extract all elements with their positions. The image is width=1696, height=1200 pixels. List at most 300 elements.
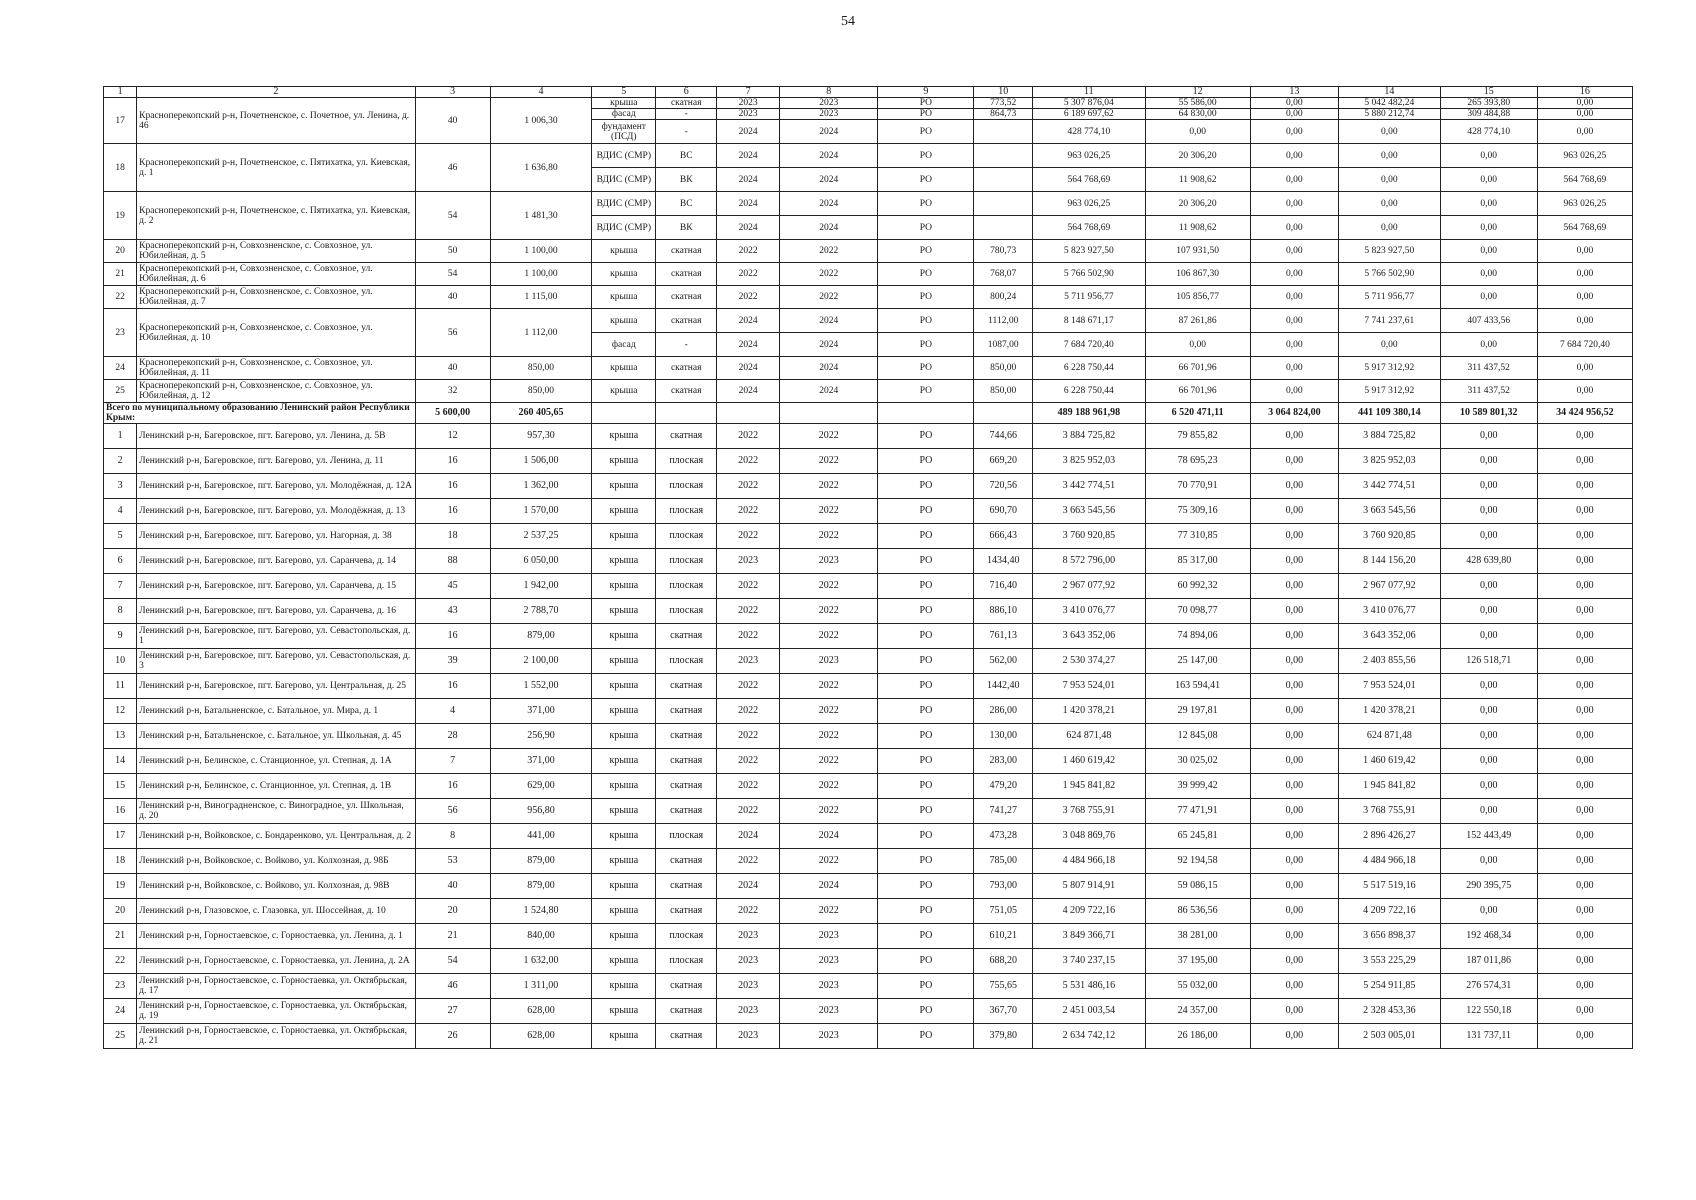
table-cell: 428 774,10 bbox=[1033, 120, 1146, 144]
table-cell: 0,00 bbox=[1537, 949, 1632, 974]
table-cell: 152 443,49 bbox=[1440, 824, 1537, 849]
table-cell: 39 999,42 bbox=[1145, 774, 1250, 799]
table-cell: 0,00 bbox=[1250, 263, 1338, 286]
table-cell: 26 bbox=[415, 1024, 490, 1049]
table-cell: 30 025,02 bbox=[1145, 749, 1250, 774]
table-cell: 0,00 bbox=[1440, 263, 1537, 286]
table-cell: 0,00 bbox=[1537, 240, 1632, 263]
address-cell: Ленинский р-н, Багеровское, пгт. Багерово, ул. Ленина, д. 5В bbox=[137, 424, 415, 449]
table-cell: 2022 bbox=[717, 240, 780, 263]
table-cell: РО bbox=[878, 849, 974, 874]
table-cell: РО bbox=[878, 649, 974, 674]
table-cell: плоская bbox=[656, 949, 717, 974]
table-cell: 0,00 bbox=[1440, 724, 1537, 749]
table-cell: 0,00 bbox=[1440, 192, 1537, 216]
table-cell: 0,00 bbox=[1440, 286, 1537, 309]
table-cell: 16 bbox=[415, 474, 490, 499]
table-cell: 0,00 bbox=[1440, 749, 1537, 774]
table-cell: РО bbox=[878, 574, 974, 599]
table-cell: 5 766 502,90 bbox=[1339, 263, 1441, 286]
table-cell: 1 524,80 bbox=[490, 899, 592, 924]
table-cell: 0,00 bbox=[1537, 549, 1632, 574]
table-cell: 187 011,86 bbox=[1440, 949, 1537, 974]
table-cell: 716,40 bbox=[974, 574, 1033, 599]
address-cell: Ленинский р-н, Глазовское, с. Глазовка, ул. Шоссейная, д. 10 bbox=[137, 899, 415, 924]
table-cell: 163 594,41 bbox=[1145, 674, 1250, 699]
table-cell: 2024 bbox=[717, 168, 780, 192]
table-cell bbox=[974, 192, 1033, 216]
table-cell: крыша bbox=[592, 380, 656, 403]
table-cell: 2 537,25 bbox=[490, 524, 592, 549]
address-cell: Ленинский р-н, Багеровское, пгт. Багерово, ул. Центральная, д. 25 bbox=[137, 674, 415, 699]
address-cell: Красноперекопский р-н, Совхозненское, с. Совхозное, ул. Юбилейная, д. 7 bbox=[137, 286, 415, 309]
table-cell: 56 bbox=[415, 309, 490, 357]
table-cell: 0,00 bbox=[1339, 120, 1441, 144]
table-cell: 2022 bbox=[717, 574, 780, 599]
table-cell: 0,00 bbox=[1250, 874, 1338, 899]
table-cell: 92 194,58 bbox=[1145, 849, 1250, 874]
table-cell: 106 867,30 bbox=[1145, 263, 1250, 286]
table-cell: ВДИС (СМР) bbox=[592, 168, 656, 192]
table-cell: 0,00 bbox=[1250, 674, 1338, 699]
table-cell: РО bbox=[878, 824, 974, 849]
table-cell: крыша bbox=[592, 649, 656, 674]
table-cell: крыша bbox=[592, 474, 656, 499]
table-cell: 107 931,50 bbox=[1145, 240, 1250, 263]
table-cell: 21 bbox=[415, 924, 490, 949]
table-row bbox=[104, 449, 1633, 474]
table-cell: 0,00 bbox=[1250, 899, 1338, 924]
table-cell: РО bbox=[878, 449, 974, 474]
column-number: 13 bbox=[1250, 87, 1338, 98]
table-cell: ВДИС (СМР) bbox=[592, 144, 656, 168]
table-cell: 2023 bbox=[717, 999, 780, 1024]
table-cell: 0,00 bbox=[1537, 974, 1632, 999]
table-cell: крыша bbox=[592, 524, 656, 549]
row-number: 16 bbox=[104, 799, 137, 824]
table-cell: 2022 bbox=[780, 849, 878, 874]
table-cell: 0,00 bbox=[1537, 849, 1632, 874]
table-cell: 65 245,81 bbox=[1145, 824, 1250, 849]
table-cell: 64 830,00 bbox=[1145, 109, 1250, 120]
table-cell: 0,00 bbox=[1440, 333, 1537, 357]
table-cell: 963 026,25 bbox=[1537, 144, 1632, 168]
table-cell: 407 433,56 bbox=[1440, 309, 1537, 333]
table-cell: РО bbox=[878, 424, 974, 449]
table-cell: 379,80 bbox=[974, 1024, 1033, 1049]
table-cell: 0,00 bbox=[1250, 849, 1338, 874]
table-cell: 0,00 bbox=[1250, 286, 1338, 309]
table-cell: 850,00 bbox=[974, 380, 1033, 403]
table-cell: 46 bbox=[415, 144, 490, 192]
row-number: 22 bbox=[104, 286, 137, 309]
table-cell: 0,00 bbox=[1537, 799, 1632, 824]
table-cell: 1 636,80 bbox=[490, 144, 592, 192]
table-cell: 1 460 619,42 bbox=[1339, 749, 1441, 774]
table-cell: 77 310,85 bbox=[1145, 524, 1250, 549]
row-number: 9 bbox=[104, 624, 137, 649]
table-cell: 11 908,62 bbox=[1145, 216, 1250, 240]
table-cell: 46 bbox=[415, 974, 490, 999]
table-cell: 2023 bbox=[780, 949, 878, 974]
table-cell: плоская bbox=[656, 449, 717, 474]
table-cell: 5 807 914,91 bbox=[1033, 874, 1146, 899]
table-cell: РО bbox=[878, 216, 974, 240]
table-cell: 0,00 bbox=[1440, 799, 1537, 824]
table-cell: 2023 bbox=[717, 1024, 780, 1049]
column-number: 14 bbox=[1339, 87, 1441, 98]
table-cell: РО bbox=[878, 599, 974, 624]
table-cell: 2022 bbox=[717, 263, 780, 286]
address-cell: Красноперекопский р-н, Почетненское, с. Почетное, ул. Ленина, д. 46 bbox=[137, 98, 415, 144]
table-row bbox=[104, 949, 1633, 974]
table-cell: 2023 bbox=[780, 974, 878, 999]
table-row bbox=[104, 999, 1633, 1024]
empty-cell bbox=[780, 403, 878, 424]
table-cell: 2023 bbox=[717, 924, 780, 949]
table-cell: 1442,40 bbox=[974, 674, 1033, 699]
table-cell: 3 825 952,03 bbox=[1033, 449, 1146, 474]
table-cell: крыша bbox=[592, 624, 656, 649]
table-cell: 2022 bbox=[717, 474, 780, 499]
table-cell: 5 917 312,92 bbox=[1339, 357, 1441, 380]
table-cell: 2024 bbox=[717, 309, 780, 333]
row-number: 19 bbox=[104, 874, 137, 899]
address-cell: Ленинский р-н, Войковское, с. Бондаренково, ул. Центральная, д. 2 bbox=[137, 824, 415, 849]
table-cell: 0,00 bbox=[1537, 724, 1632, 749]
table-cell: 2 503 005,01 bbox=[1339, 1024, 1441, 1049]
table-cell: РО bbox=[878, 549, 974, 574]
column-number: 5 bbox=[592, 87, 656, 98]
table-cell: 0,00 bbox=[1537, 699, 1632, 724]
row-number: 23 bbox=[104, 309, 137, 357]
table-cell: скатная bbox=[656, 674, 717, 699]
table-cell: 0,00 bbox=[1440, 699, 1537, 724]
table-row bbox=[104, 899, 1633, 924]
table-cell: РО bbox=[878, 144, 974, 168]
table-cell: 66 701,96 bbox=[1145, 380, 1250, 403]
table-cell: 12 845,08 bbox=[1145, 724, 1250, 749]
table-row bbox=[104, 524, 1633, 549]
table-cell: 3 643 352,06 bbox=[1339, 624, 1441, 649]
table-cell: 7 953 524,01 bbox=[1339, 674, 1441, 699]
table-cell: РО bbox=[878, 98, 974, 109]
table-cell: плоская bbox=[656, 924, 717, 949]
table-cell: 3 760 920,85 bbox=[1339, 524, 1441, 549]
table-cell: 0,00 bbox=[1250, 524, 1338, 549]
table-cell: 564 768,69 bbox=[1537, 216, 1632, 240]
address-cell: Ленинский р-н, Багеровское, пгт. Багерово, ул. Ленина, д. 11 bbox=[137, 449, 415, 474]
table-cell: 2024 bbox=[717, 333, 780, 357]
table-cell: 793,00 bbox=[974, 874, 1033, 899]
table-cell: 886,10 bbox=[974, 599, 1033, 624]
table-row bbox=[104, 144, 1633, 168]
table-cell: крыша bbox=[592, 974, 656, 999]
address-cell: Красноперекопский р-н, Совхозненское, с. Совхозное, ул. Юбилейная, д. 6 bbox=[137, 263, 415, 286]
table-cell: крыша bbox=[592, 824, 656, 849]
table-cell: 60 992,32 bbox=[1145, 574, 1250, 599]
table-cell: 5 823 927,50 bbox=[1033, 240, 1146, 263]
table-row bbox=[104, 424, 1633, 449]
table-row bbox=[104, 549, 1633, 574]
table-cell: 2022 bbox=[717, 449, 780, 474]
row-number: 10 bbox=[104, 649, 137, 674]
table-cell: 3 656 898,37 bbox=[1339, 924, 1441, 949]
table-cell: крыша bbox=[592, 357, 656, 380]
table-cell: 4 484 966,18 bbox=[1339, 849, 1441, 874]
table-cell: 0,00 bbox=[1250, 109, 1338, 120]
table-cell: 0,00 bbox=[1250, 549, 1338, 574]
table-cell: 4 209 722,16 bbox=[1339, 899, 1441, 924]
row-number: 18 bbox=[104, 144, 137, 192]
table-cell: 0,00 bbox=[1339, 333, 1441, 357]
table-cell: 7 684 720,40 bbox=[1033, 333, 1146, 357]
table-cell: 2022 bbox=[780, 449, 878, 474]
table-cell: 20 306,20 bbox=[1145, 144, 1250, 168]
table-row bbox=[104, 263, 1633, 286]
table-cell: скатная bbox=[656, 424, 717, 449]
table-cell: 2022 bbox=[780, 699, 878, 724]
table-cell: 2024 bbox=[717, 824, 780, 849]
table-cell: 5 766 502,90 bbox=[1033, 263, 1146, 286]
table-cell: 2023 bbox=[717, 649, 780, 674]
table-cell: скатная bbox=[656, 699, 717, 724]
table-cell: 690,70 bbox=[974, 499, 1033, 524]
address-cell: Ленинский р-н, Белинское, с. Станционное, ул. Степная, д. 1В bbox=[137, 774, 415, 799]
row-number: 14 bbox=[104, 749, 137, 774]
table-row bbox=[104, 499, 1633, 524]
table-cell: 0,00 bbox=[1440, 624, 1537, 649]
table-cell: 0,00 bbox=[1537, 357, 1632, 380]
table-cell bbox=[974, 144, 1033, 168]
table-cell: 562,00 bbox=[974, 649, 1033, 674]
table-cell: 1 420 378,21 bbox=[1033, 699, 1146, 724]
table-cell: скатная bbox=[656, 240, 717, 263]
table-cell: 66 701,96 bbox=[1145, 357, 1250, 380]
table-cell: 879,00 bbox=[490, 874, 592, 899]
table-cell: 1 311,00 bbox=[490, 974, 592, 999]
row-number: 24 bbox=[104, 357, 137, 380]
table-cell: 0,00 bbox=[1250, 449, 1338, 474]
table-cell: 2024 bbox=[780, 120, 878, 144]
table-cell: 2024 bbox=[717, 874, 780, 899]
table-cell: скатная bbox=[656, 999, 717, 1024]
table-cell: 5 254 911,85 bbox=[1339, 974, 1441, 999]
address-cell: Ленинский р-н, Багеровское, пгт. Багерово, ул. Саранчева, д. 16 bbox=[137, 599, 415, 624]
table-cell: 3 825 952,03 bbox=[1339, 449, 1441, 474]
table-cell: 6 228 750,44 bbox=[1033, 380, 1146, 403]
table-cell: 0,00 bbox=[1250, 699, 1338, 724]
table-cell: 85 317,00 bbox=[1145, 549, 1250, 574]
table-cell: 4 484 966,18 bbox=[1033, 849, 1146, 874]
table-cell: 16 bbox=[415, 499, 490, 524]
table-cell: 0,00 bbox=[1250, 799, 1338, 824]
table-cell: 0,00 bbox=[1537, 424, 1632, 449]
table-cell: 0,00 bbox=[1440, 449, 1537, 474]
empty-cell bbox=[656, 403, 717, 424]
table-cell: 963 026,25 bbox=[1033, 192, 1146, 216]
column-number: 4 bbox=[490, 87, 592, 98]
table-cell: 0,00 bbox=[1250, 949, 1338, 974]
table-cell: 2 100,00 bbox=[490, 649, 592, 674]
table-cell: 864,73 bbox=[974, 109, 1033, 120]
row-number: 21 bbox=[104, 263, 137, 286]
table-cell: 3 643 352,06 bbox=[1033, 624, 1146, 649]
table-cell: 131 737,11 bbox=[1440, 1024, 1537, 1049]
table-cell: 24 357,00 bbox=[1145, 999, 1250, 1024]
table-cell: 283,00 bbox=[974, 749, 1033, 774]
table-cell: 88 bbox=[415, 549, 490, 574]
table-cell: крыша bbox=[592, 499, 656, 524]
table-cell: крыша bbox=[592, 774, 656, 799]
row-number: 7 bbox=[104, 574, 137, 599]
table-cell: 7 bbox=[415, 749, 490, 774]
table-cell: 3 048 869,76 bbox=[1033, 824, 1146, 849]
empty-cell bbox=[717, 403, 780, 424]
table-cell: 0,00 bbox=[1250, 774, 1338, 799]
table-row bbox=[104, 380, 1633, 403]
table-cell: РО bbox=[878, 699, 974, 724]
table-cell: 28 bbox=[415, 724, 490, 749]
table-cell: 629,00 bbox=[490, 774, 592, 799]
table-cell: 0,00 bbox=[1250, 98, 1338, 109]
table-cell: 86 536,56 bbox=[1145, 899, 1250, 924]
table-cell: РО bbox=[878, 899, 974, 924]
table-cell: крыша bbox=[592, 286, 656, 309]
table-cell: 0,00 bbox=[1250, 1024, 1338, 1049]
table-cell: скатная bbox=[656, 309, 717, 333]
table-cell: РО bbox=[878, 192, 974, 216]
table-cell: 256,90 bbox=[490, 724, 592, 749]
table-cell: скатная bbox=[656, 974, 717, 999]
table-cell: 53 bbox=[415, 849, 490, 874]
table-cell: 2024 bbox=[780, 144, 878, 168]
table-cell: 0,00 bbox=[1145, 333, 1250, 357]
table-cell: 1 100,00 bbox=[490, 263, 592, 286]
table-cell: 2023 bbox=[717, 109, 780, 120]
table-cell: 371,00 bbox=[490, 699, 592, 724]
table-cell: 43 bbox=[415, 599, 490, 624]
table-cell: 311 437,52 bbox=[1440, 380, 1537, 403]
table-cell: 3 768 755,91 bbox=[1339, 799, 1441, 824]
empty-cell bbox=[592, 403, 656, 424]
table-cell: 2023 bbox=[780, 649, 878, 674]
table-cell: 2022 bbox=[780, 286, 878, 309]
table-cell: крыша bbox=[592, 949, 656, 974]
table-cell: плоская bbox=[656, 474, 717, 499]
table-cell: 1 570,00 bbox=[490, 499, 592, 524]
address-cell: Ленинский р-н, Багеровское, пгт. Багерово, ул. Севастопольская, д. 1 bbox=[137, 624, 415, 649]
table-cell: 2022 bbox=[717, 749, 780, 774]
table-cell: 1087,00 bbox=[974, 333, 1033, 357]
table-cell: 3 768 755,91 bbox=[1033, 799, 1146, 824]
table-cell: 78 695,23 bbox=[1145, 449, 1250, 474]
table-cell: 2022 bbox=[717, 699, 780, 724]
empty-cell bbox=[974, 403, 1033, 424]
table-cell: 2022 bbox=[780, 799, 878, 824]
table-cell: 126 518,71 bbox=[1440, 649, 1537, 674]
table-cell: скатная bbox=[656, 380, 717, 403]
table-cell: 290 395,75 bbox=[1440, 874, 1537, 899]
table-cell: 2022 bbox=[717, 674, 780, 699]
table-cell: плоская bbox=[656, 499, 717, 524]
table-cell: 0,00 bbox=[1537, 749, 1632, 774]
table-cell: 29 197,81 bbox=[1145, 699, 1250, 724]
row-number: 3 bbox=[104, 474, 137, 499]
address-cell: Ленинский р-н, Белинское, с. Станционное, ул. Степная, д. 1А bbox=[137, 749, 415, 774]
table-cell: 0,00 bbox=[1250, 333, 1338, 357]
address-cell: Ленинский р-н, Батальненское, с. Батальное, ул. Школьная, д. 45 bbox=[137, 724, 415, 749]
table-cell: 489 188 961,98 bbox=[1033, 403, 1146, 424]
table-cell: 2 896 426,27 bbox=[1339, 824, 1441, 849]
table-cell: 6 050,00 bbox=[490, 549, 592, 574]
table-cell: 25 147,00 bbox=[1145, 649, 1250, 674]
table-cell: 3 849 366,71 bbox=[1033, 924, 1146, 949]
table-cell: плоская bbox=[656, 599, 717, 624]
table-cell: 3 442 774,51 bbox=[1033, 474, 1146, 499]
table-row bbox=[104, 1024, 1633, 1049]
table-cell: 18 bbox=[415, 524, 490, 549]
table-cell: 1 632,00 bbox=[490, 949, 592, 974]
table-cell: 473,28 bbox=[974, 824, 1033, 849]
table-cell: 8 144 156,20 bbox=[1339, 549, 1441, 574]
table-cell: 0,00 bbox=[1440, 216, 1537, 240]
table-cell: 2022 bbox=[780, 263, 878, 286]
row-number: 6 bbox=[104, 549, 137, 574]
table-cell: РО bbox=[878, 168, 974, 192]
table-cell: 2022 bbox=[780, 624, 878, 649]
table-cell: ВС bbox=[656, 144, 717, 168]
table-cell: 2024 bbox=[780, 824, 878, 849]
table-cell: 0,00 bbox=[1537, 98, 1632, 109]
table-cell: 2022 bbox=[780, 499, 878, 524]
table-cell: 192 468,34 bbox=[1440, 924, 1537, 949]
table-row bbox=[104, 574, 1633, 599]
table-cell: 5 880 212,74 bbox=[1339, 109, 1441, 120]
row-number: 22 bbox=[104, 949, 137, 974]
address-cell: Красноперекопский р-н, Совхозненское, с. Совхозное, ул. Юбилейная, д. 10 bbox=[137, 309, 415, 357]
table-cell: скатная bbox=[656, 1024, 717, 1049]
table-row bbox=[104, 98, 1633, 109]
table-row bbox=[104, 924, 1633, 949]
table-cell: 688,20 bbox=[974, 949, 1033, 974]
column-number: 9 bbox=[878, 87, 974, 98]
table-cell: 2023 bbox=[780, 98, 878, 109]
table-cell: 0,00 bbox=[1250, 192, 1338, 216]
table-cell: 956,80 bbox=[490, 799, 592, 824]
table-row bbox=[104, 974, 1633, 999]
column-number: 1 bbox=[104, 87, 137, 98]
address-cell: Ленинский р-н, Виноградненское, с. Виноградное, ул. Школьная, д. 20 bbox=[137, 799, 415, 824]
table-cell: 2023 bbox=[780, 1024, 878, 1049]
table-cell: РО bbox=[878, 624, 974, 649]
table-cell: РО bbox=[878, 380, 974, 403]
table-cell: 371,00 bbox=[490, 749, 592, 774]
address-cell: Ленинский р-н, Горностаевское, с. Горностаевка, ул. Октябрьская, д. 19 bbox=[137, 999, 415, 1024]
table-cell: 428 774,10 bbox=[1440, 120, 1537, 144]
table-cell: 0,00 bbox=[1440, 899, 1537, 924]
table-cell: 70 098,77 bbox=[1145, 599, 1250, 624]
table-cell: 0,00 bbox=[1339, 216, 1441, 240]
table-cell: 0,00 bbox=[1537, 649, 1632, 674]
table-cell: 0,00 bbox=[1537, 774, 1632, 799]
table-cell: 2024 bbox=[717, 380, 780, 403]
table-cell: 0,00 bbox=[1250, 168, 1338, 192]
table-cell: 2024 bbox=[780, 168, 878, 192]
table-cell: 0,00 bbox=[1250, 144, 1338, 168]
table-cell: 0,00 bbox=[1537, 624, 1632, 649]
row-number: 5 bbox=[104, 524, 137, 549]
